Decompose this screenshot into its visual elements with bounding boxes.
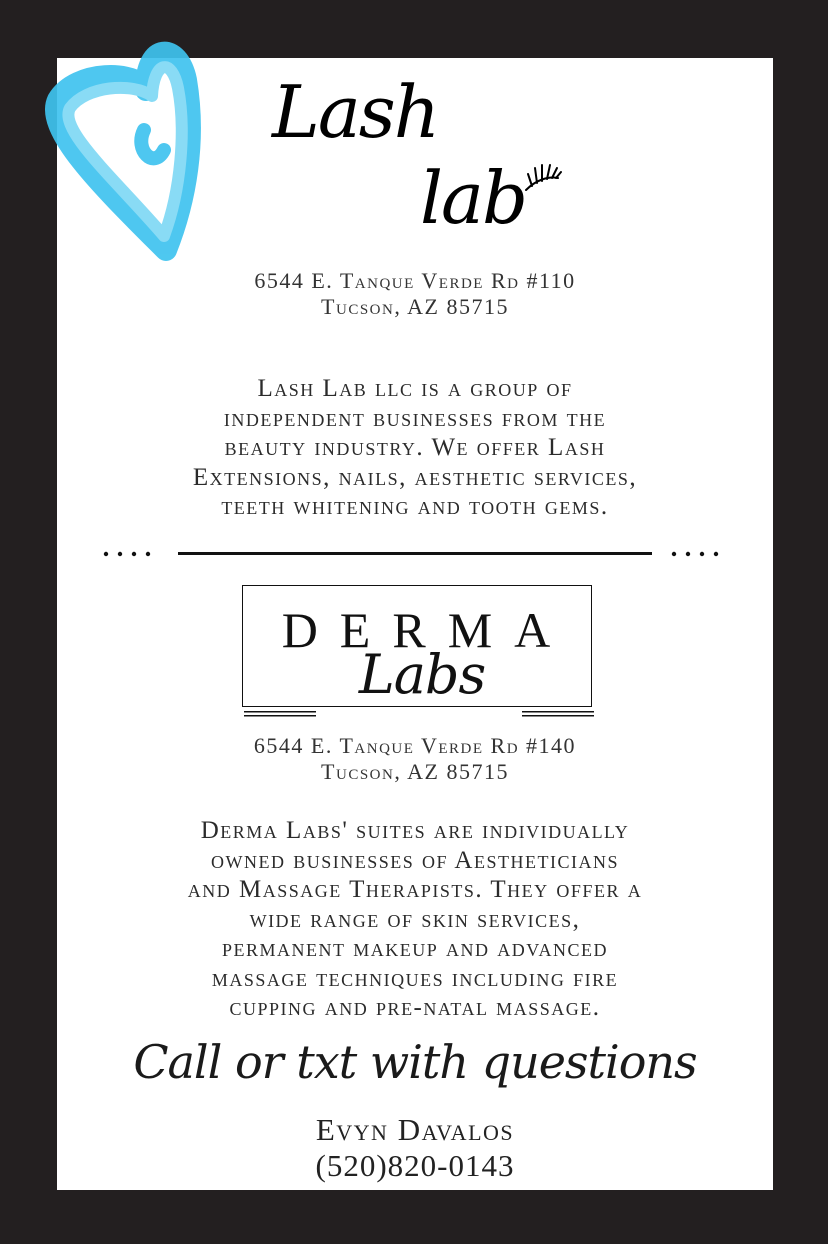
lash-lab-address — [57, 268, 773, 320]
description-line: massage techniques including fire — [211, 964, 619, 992]
contact-phone: (520)820-0143 — [315, 1148, 515, 1183]
description-line: owned businesses of Aestheticians — [211, 846, 619, 874]
description-line: independent businesses from the — [223, 404, 607, 432]
address-line-1: 6544 E. Tanque Verde Rd #110 — [254, 268, 576, 293]
description-line: cupping and pre-natal massage. — [229, 994, 601, 1021]
call-to-action: Call or txt with questions — [133, 1035, 697, 1089]
address-line-2: Tucson, AZ 85715 — [321, 294, 509, 319]
contact-name: Evyn Davalos — [315, 1112, 515, 1147]
description-line: permanent makeup and advanced — [222, 935, 608, 962]
lash-lab-description — [57, 374, 773, 522]
derma-labs-description — [57, 816, 773, 1023]
description-line: wide range of skin services, — [249, 905, 581, 933]
lash-lab-logo — [260, 70, 580, 260]
derma-labs-logo — [242, 585, 594, 710]
logo-line-1: Lash — [272, 70, 439, 154]
address-line-1: 6544 E. Tanque Verde Rd #140 — [253, 733, 577, 758]
section-divider — [100, 540, 740, 568]
description-line: Lash Lab llc is a group of — [257, 375, 573, 402]
logo-word: DERMA — [281, 602, 573, 658]
logo-underline-right — [522, 711, 594, 717]
logo-script: Labs — [358, 643, 486, 706]
logo-line-2: lab — [420, 156, 527, 240]
heart-scribble-icon — [36, 30, 212, 268]
derma-labs-address — [57, 733, 773, 785]
logo-underline-left — [244, 711, 316, 717]
description-line: Extensions, nails, aesthetic services, — [192, 463, 638, 491]
description-line: beauty industry. We offer Lash — [224, 434, 606, 461]
address-line-2: Tucson, AZ 85715 — [321, 759, 509, 784]
description-line: teeth whitening and tooth gems. — [221, 493, 609, 520]
eyelash-icon — [522, 160, 562, 194]
description-line: and Massage Therapists. They offer a — [187, 876, 643, 903]
description-line: Derma Labs' suites are individually — [200, 817, 630, 844]
